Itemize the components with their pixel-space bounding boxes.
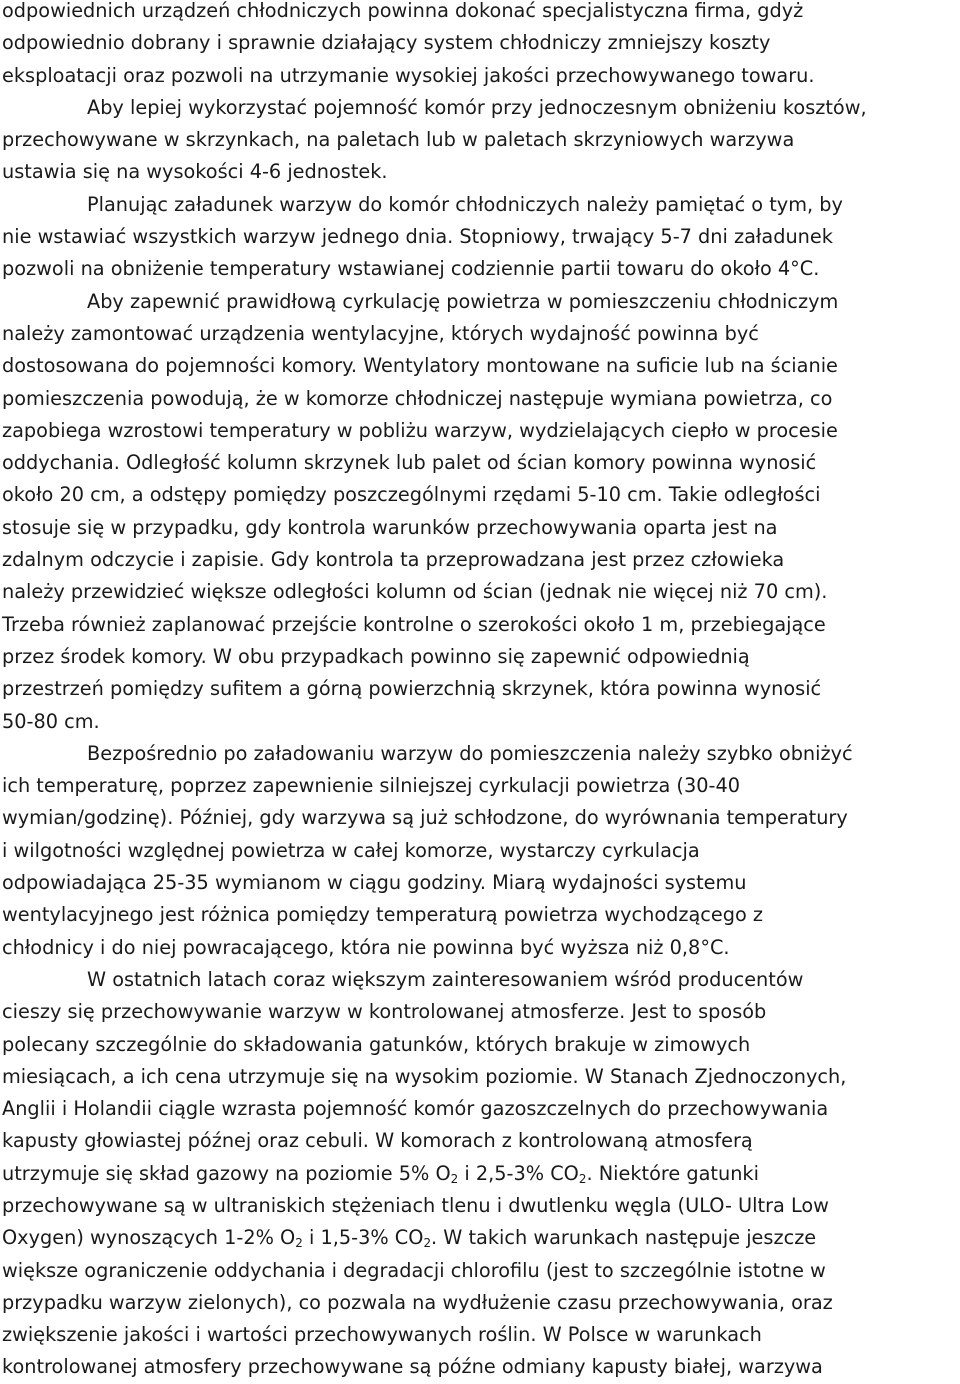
text-segment: utrzymuje się skład gazowy na poziomie 5% O xyxy=(2,1161,451,1185)
text-line: pomieszczenia powodują, że w komorze chłodniczej następuje wymiana powietrza, co xyxy=(2,386,833,410)
subscript: 2 xyxy=(578,1171,587,1186)
text-line: należy zamontować urządzenia wentylacyjne, których wydajność powinna być xyxy=(2,321,759,345)
text-line: odpowiednich urządzeń chłodniczych powinna dokonać specjalistyczna firma, gdyż xyxy=(2,0,804,22)
text-line: stosuje się w przypadku, gdy kontrola warunków przechowywania oparta jest na xyxy=(2,515,778,539)
text-segment: . Niektóre gatunki xyxy=(586,1161,759,1185)
text-line: polecany szczególnie do składowania gatunków, których brakuje w zimowych xyxy=(2,1032,751,1056)
text-line: wymian/godzinę). Później, gdy warzywa są już schłodzone, do wyrównania temperatury xyxy=(2,806,848,830)
text-line: chłodnicy i do niej powracającego, która nie powinna być wyższa niż 0,8°C. xyxy=(2,935,730,959)
text-line: Aby zapewnić prawidłową cyrkulację powietrza w pomieszczeniu chłodniczym xyxy=(87,289,839,313)
text-line: kontrolowanej atmosfery przechowywane są późne odmiany kapusty białej, warzywa xyxy=(2,1355,823,1379)
text-line: cieszy się przechowywanie warzyw w kontrolowanej atmosferze. Jest to sposób xyxy=(2,1000,767,1024)
text-line: przestrzeń pomiędzy sufitem a górną powierzchnią skrzynek, która powinna wynosić xyxy=(2,677,822,701)
text-line: Trzeba również zaplanować przejście kontrolne o szerokości około 1 m, przebiegające xyxy=(2,612,826,636)
subscript: 2 xyxy=(423,1236,432,1251)
text-segment: i 2,5-3% CO xyxy=(458,1161,579,1185)
text-segment: Oxygen) wynoszących 1-2% O xyxy=(2,1226,296,1250)
text-line xyxy=(0,1222,960,1254)
text-line: Bezpośrednio po załadowaniu warzyw do pomieszczenia należy szybko obniżyć xyxy=(87,741,853,765)
subscript: 2 xyxy=(295,1236,303,1251)
text-segment: i 1,5-3% CO xyxy=(302,1226,424,1250)
text-line: około 20 cm, a odstępy pomiędzy poszczególnymi rzędami 5-10 cm. Takie odległości xyxy=(2,483,821,507)
subscript: 2 xyxy=(450,1171,459,1186)
text-line: Aby lepiej wykorzystać pojemność komór przy jednoczesnym obniżeniu kosztów, xyxy=(87,95,867,119)
text-segment: . W takich warunkach następuje jeszcze xyxy=(431,1226,817,1250)
text-line: Planując załadunek warzyw do komór chłodniczych należy pamiętać o tym, by xyxy=(87,192,843,216)
text-line: zdalnym odczycie i zapisie. Gdy kontrola ta przeprowadzana jest przez człowieka xyxy=(2,548,785,572)
text-line: miesiącach, a ich cena utrzymuje się na wysokim poziomie. W Stanach Zjednoczonych, xyxy=(2,1064,847,1088)
text-line: pozwoli na obniżenie temperatury wstawianej codziennie partii towaru do około 4°C. xyxy=(2,257,820,281)
text-line: zapobiega wzrostowi temperatury w pobliżu warzyw, wydzielających ciepło w procesie xyxy=(2,418,838,442)
text-line: większe ograniczenie oddychania i degradacji chlorofilu (jest to szczególnie istotne w xyxy=(2,1258,826,1282)
text-line: nie wstawiać wszystkich warzyw jednego dnia. Stopniowy, trwający 5-7 dni załadunek xyxy=(2,225,833,249)
text-line: przechowywane są w ultraniskich stężeniach tlenu i dwutlenku węgla (ULO- Ultra Low xyxy=(2,1193,829,1217)
text-line: oddychania. Odległość kolumn skrzynek lub palet od ścian komory powinna wynosić xyxy=(2,451,817,475)
text-line: Anglii i Holandii ciągle wzrasta pojemność komór gazoszczelnych do przechowywania xyxy=(2,1097,829,1121)
text-line: należy przewidzieć większe odległości kolumn od ścian (jednak nie więcej niż 70 cm). xyxy=(2,580,828,604)
text-line: przez środek komory. W obu przypadkach powinno się zapewnić odpowiednią xyxy=(2,644,750,668)
text-line: 50-80 cm. xyxy=(2,709,100,733)
text-line xyxy=(0,1158,960,1190)
text-line: dostosowana do pojemności komory. Wentylatory montowane na suficie lub na ścianie xyxy=(2,354,838,378)
text-line: przechowywane w skrzynkach, na paletach lub w paletach skrzyniowych warzywa xyxy=(2,128,795,152)
text-line: W ostatnich latach coraz większym zainteresowaniem wśród producentów xyxy=(87,967,804,991)
text-line: wentylacyjnego jest różnica pomiędzy temperaturą powietrza wychodzącego z xyxy=(2,903,764,927)
text-line: ich temperaturę, poprzez zapewnienie silniejszej cyrkulacji powietrza (30-40 xyxy=(2,774,740,798)
text-line: i wilgotności względnej powietrza w całej komorze, wystarczy cyrkulacja xyxy=(2,838,700,862)
text-line: odpowiadająca 25-35 wymianom w ciągu godziny. Miarą wydajności systemu xyxy=(2,871,747,895)
text-line: ustawia się na wysokości 4-6 jednostek. xyxy=(2,160,388,184)
text-line: kapusty głowiastej późnej oraz cebuli. W komorach z kontrolowaną atmosferą xyxy=(2,1129,753,1153)
text-line: odpowiednio dobrany i sprawnie działający system chłodniczy zmniejszy koszty xyxy=(2,31,771,55)
text-line: zwiększenie jakości i wartości przechowywanych roślin. W Polsce w warunkach xyxy=(2,1323,762,1347)
text-line: eksploatacji oraz pozwoli na utrzymanie wysokiej jakości przechowywanego towaru. xyxy=(2,63,815,87)
text-line: przypadku warzyw zielonych), co pozwala na wydłużenie czasu przechowywania, oraz xyxy=(2,1290,833,1314)
